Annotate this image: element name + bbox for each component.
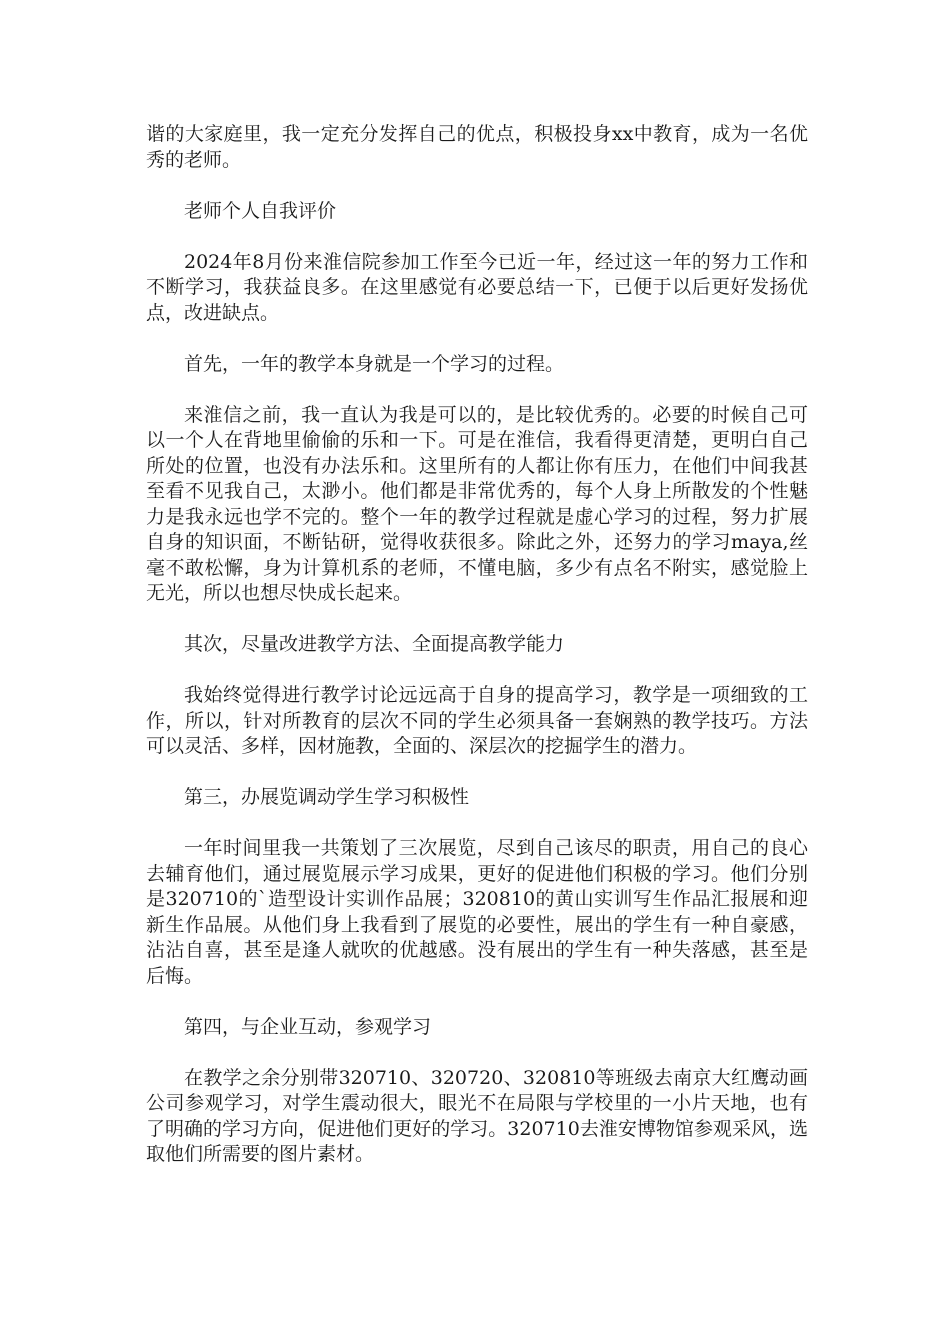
paragraph-third: 一年时间里我一共策划了三次展览，尽到自己该尽的职责，用自己的良心去辅育他们，通过展览展示学习成果，更好的促进他们积极的学习。他们分别是320710的`造型设计实训作品展；320810的黄山实训写生作品汇报展和迎新生作品展。从他们身上我看到了展览的必要性，展出的学生有一种自豪感，沾沾自喜，甚至是逢人就吹的优越感。没有展出的学生有一种失落感，甚至是后悔。 bbox=[146, 837, 808, 987]
heading-second: 其次，尽量改进教学方法、全面提高教学能力 bbox=[184, 633, 565, 655]
heading-first: 首先，一年的教学本身就是一个学习的过程。 bbox=[184, 352, 565, 375]
heading-third: 第三，办展览调动学生学习积极性 bbox=[184, 786, 470, 808]
paragraph-fourth: 在教学之余分别带320710、320720、320810等班级去南京大红鹰动画公司参观学习，对学生震动很大，眼光不在局限与学校里的一小片天地，也有了明确的学习方向，促进他们更好的学习。320710去淮安博物馆参观采风，选取他们所需要的图片素材。 bbox=[146, 1066, 808, 1165]
paragraph-continuation: 谐的大家庭里，我一定充分发挥自己的优点，积极投身xx中教育，成为一名优秀的老师。 bbox=[146, 123, 808, 171]
paragraph-first: 来淮信之前，我一直认为我是可以的，是比较优秀的。必要的时候自己可以一个人在背地里偷偷的乐和一下。可是在淮信，我看得更清楚，更明白自己所处的位置，也没有办法乐和。这里所有的人都让你有压力，在他们中间我甚至看不见我自己，太渺小。他们都是非常优秀的，每个人身上所散发的个性魅力是我永远也学不完的。整个一年的教学过程就是虚心学习的过程，努力扩展自身的知识面，不断钻研，觉得收获很多。除此之外，还努力的学习maya,丝毫不敢松懈，身为计算机系的老师，不懂电脑，多少有点名不附实，感觉脸上无光，所以也想尽快成长起来。 bbox=[146, 403, 808, 604]
paragraph-intro: 2024年8月份来淮信院参加工作至今已近一年，经过这一年的努力工作和不断学习，我获益良多。在这里感觉有必要总结一下，已便于以后更好发扬优点，改进缺点。 bbox=[146, 250, 808, 324]
document-body bbox=[146, 122, 808, 1193]
heading-fourth: 第四，与企业互动，参观学习 bbox=[184, 1015, 432, 1038]
paragraph-second: 我始终觉得进行教学讨论远远高于自身的提高学习，教学是一项细致的工作，所以，针对所教育的层次不同的学生必须具备一套娴熟的教学技巧。方法可以灵活、多样，因材施教，全面的、深层次的挖掘学生的潜力。 bbox=[146, 684, 808, 757]
section-title: 老师个人自我评价 bbox=[184, 199, 337, 222]
